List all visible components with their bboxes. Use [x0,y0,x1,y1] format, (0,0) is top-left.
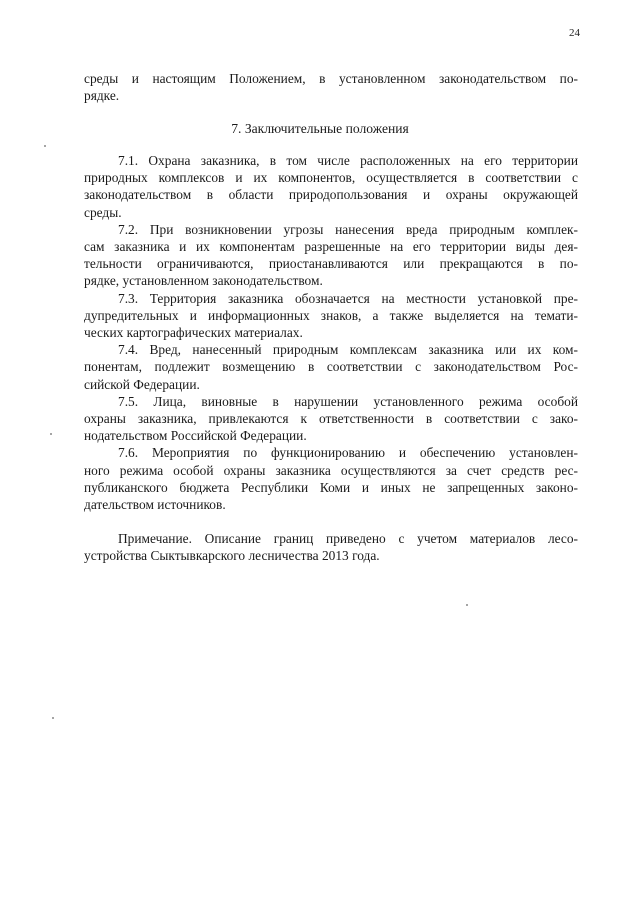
text-line: 7.1. Охрана заказника, в том числе расположенных на его территории [118,153,578,168]
text-line: дательством источников. [84,497,226,513]
text-line: 7.4. Вред, нанесенный природным комплексам заказника или их ком- [118,342,578,358]
text-line: ного режима особой охраны заказника осуществляются за счет средств рес- [84,462,578,478]
text-line: законодательством в области природопользования и охраны окружающей [84,187,578,203]
text-line: 7.5. Лица, виновные в нарушении установленного режима особой [118,393,578,409]
text-line: 7.3. Территория заказника обозначается на местности установкой пре- [118,290,578,306]
paragraph-7-5 [84,393,578,445]
paragraph-7-3 [84,290,578,342]
text-line: нодательством Российской Федерации. [84,428,307,444]
intro-paragraph [84,70,578,104]
paragraph-7-1 [84,152,578,221]
text-line: рядке, установленном законодательством. [84,273,323,289]
section-title: 7. Заключительные положения [231,121,409,136]
page-number: 24 [569,27,580,39]
text-line: ческих картографических материалах. [84,325,303,341]
text-line: Примечание. Описание границ приведено с учетом материалов лесо- [118,531,578,546]
text-line: охраны заказника, привлекаются к ответственности в соответствии с зако- [84,411,578,427]
paragraph-7-6 [84,444,578,513]
paragraph-7-2 [84,221,578,290]
text-line: понентам, подлежит возмещению в соответствии с законодательством Рос- [84,359,578,375]
section-body [84,152,578,513]
text-line: тельности ограничиваются, приостанавливаются или прекращаются в по- [84,256,578,272]
note-paragraph [84,530,578,564]
text-line: среды и настоящим Положением, в установленном законодательством по- [84,71,578,86]
text-line: сийской Федерации. [84,376,200,392]
text-line: природных комплексов и их компонентов, осуществляется в соответствии с [84,170,578,186]
text-line: сам заказника и их компонентам разрешенные на его территории виды дея- [84,239,578,255]
text-line: 7.6. Мероприятия по функционированию и обеспечению установлен- [118,445,578,461]
scan-speck [50,433,52,435]
scan-speck [44,145,46,147]
text-line: дупредительных и информационных знаков, а также выделяется на темати- [84,307,578,323]
text-line: устройства Сыктывкарского лесничества 2013 года. [84,548,380,564]
scan-speck [52,717,54,719]
text-line: публиканского бюджета Республики Коми и иных не запрещенных законо- [84,479,578,495]
paragraph-7-4 [84,341,578,393]
scan-speck [466,604,468,606]
text-line: 7.2. При возникновении угрозы нанесения вреда природным комплек- [118,221,578,237]
text-line: среды. [84,204,122,220]
text-line: рядке. [84,88,120,104]
